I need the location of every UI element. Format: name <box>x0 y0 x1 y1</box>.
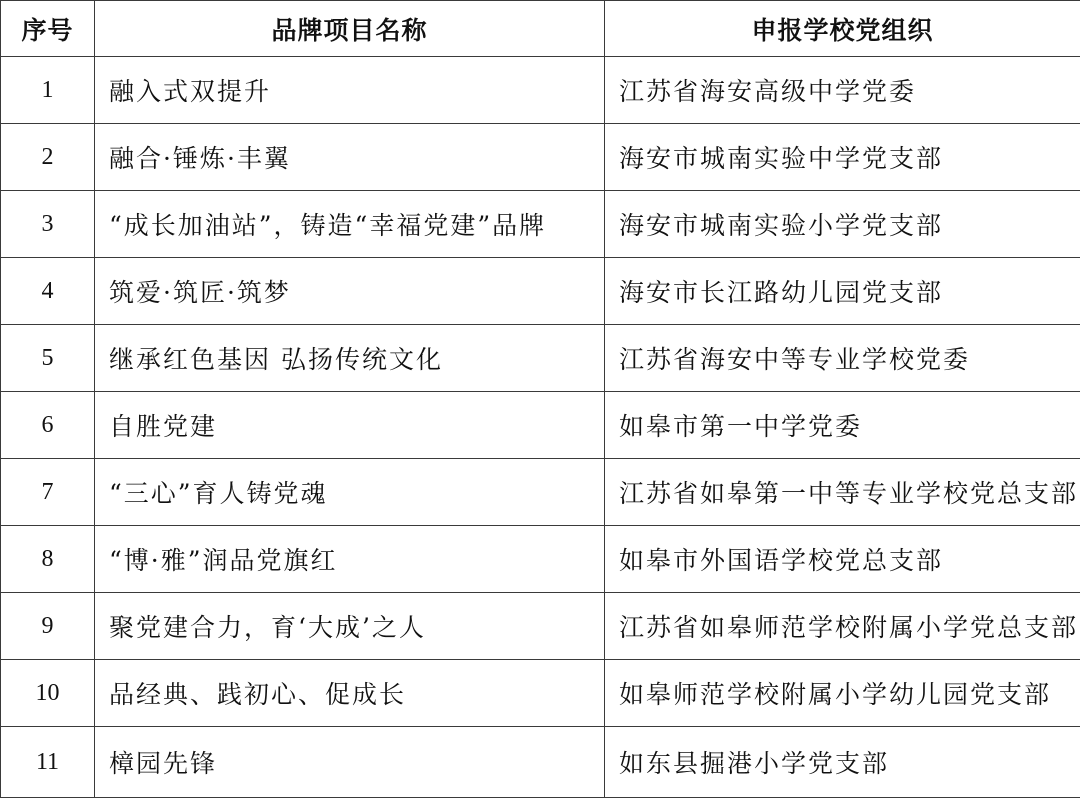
school-party-org: 如皋师范学校附属小学幼儿园党支部 <box>605 660 1080 727</box>
row-number: 10 <box>1 660 95 727</box>
row-number: 7 <box>1 459 95 526</box>
project-name: 樟园先锋 <box>95 727 605 798</box>
school-party-org: 江苏省海安中等专业学校党委 <box>605 325 1080 392</box>
table-row <box>1 191 1080 258</box>
row-number: 1 <box>1 57 95 124</box>
table-row <box>1 727 1080 798</box>
project-name: 融入式双提升 <box>95 57 605 124</box>
school-party-org: 如东县掘港小学党支部 <box>605 727 1080 798</box>
header-row <box>1 1 1080 57</box>
table-row <box>1 593 1080 660</box>
table-row <box>1 57 1080 124</box>
table-row <box>1 459 1080 526</box>
project-name: “博·雅”润品党旗红 <box>95 526 605 593</box>
project-name: 筑爱·筑匠·筑梦 <box>95 258 605 325</box>
table-row <box>1 392 1080 459</box>
project-name: 融合·锤炼·丰翼 <box>95 124 605 191</box>
school-party-org: 如皋市第一中学党委 <box>605 392 1080 459</box>
school-party-org: 海安市城南实验小学党支部 <box>605 191 1080 258</box>
row-number: 5 <box>1 325 95 392</box>
project-name: “三心”育人铸党魂 <box>95 459 605 526</box>
row-number: 11 <box>1 727 95 798</box>
header-serial-number: 序号 <box>1 1 95 57</box>
table-row <box>1 325 1080 392</box>
project-name: 聚党建合力，育‘大成’之人 <box>95 593 605 660</box>
project-name: 品经典、践初心、促成长 <box>95 660 605 727</box>
school-party-org: 如皋市外国语学校党总支部 <box>605 526 1080 593</box>
row-number: 6 <box>1 392 95 459</box>
table-row <box>1 258 1080 325</box>
row-number: 8 <box>1 526 95 593</box>
row-number: 2 <box>1 124 95 191</box>
school-party-org: 海安市长江路幼儿园党支部 <box>605 258 1080 325</box>
row-number: 3 <box>1 191 95 258</box>
table-row <box>1 526 1080 593</box>
table-row <box>1 124 1080 191</box>
project-name: 继承红色基因 弘扬传统文化 <box>95 325 605 392</box>
project-name: 自胜党建 <box>95 392 605 459</box>
table-row <box>1 660 1080 727</box>
school-party-org: 江苏省海安高级中学党委 <box>605 57 1080 124</box>
header-school-party-org: 申报学校党组织 <box>605 1 1080 57</box>
school-party-org: 海安市城南实验中学党支部 <box>605 124 1080 191</box>
project-name: “成长加油站”，铸造“幸福党建”品牌 <box>95 191 605 258</box>
table-header <box>1 1 1080 57</box>
header-project-name: 品牌项目名称 <box>95 1 605 57</box>
row-number: 4 <box>1 258 95 325</box>
row-number: 9 <box>1 593 95 660</box>
table-body <box>1 57 1080 798</box>
school-party-org: 江苏省如皋师范学校附属小学党总支部 <box>605 593 1080 660</box>
school-party-org: 江苏省如皋第一中等专业学校党总支部 <box>605 459 1080 526</box>
